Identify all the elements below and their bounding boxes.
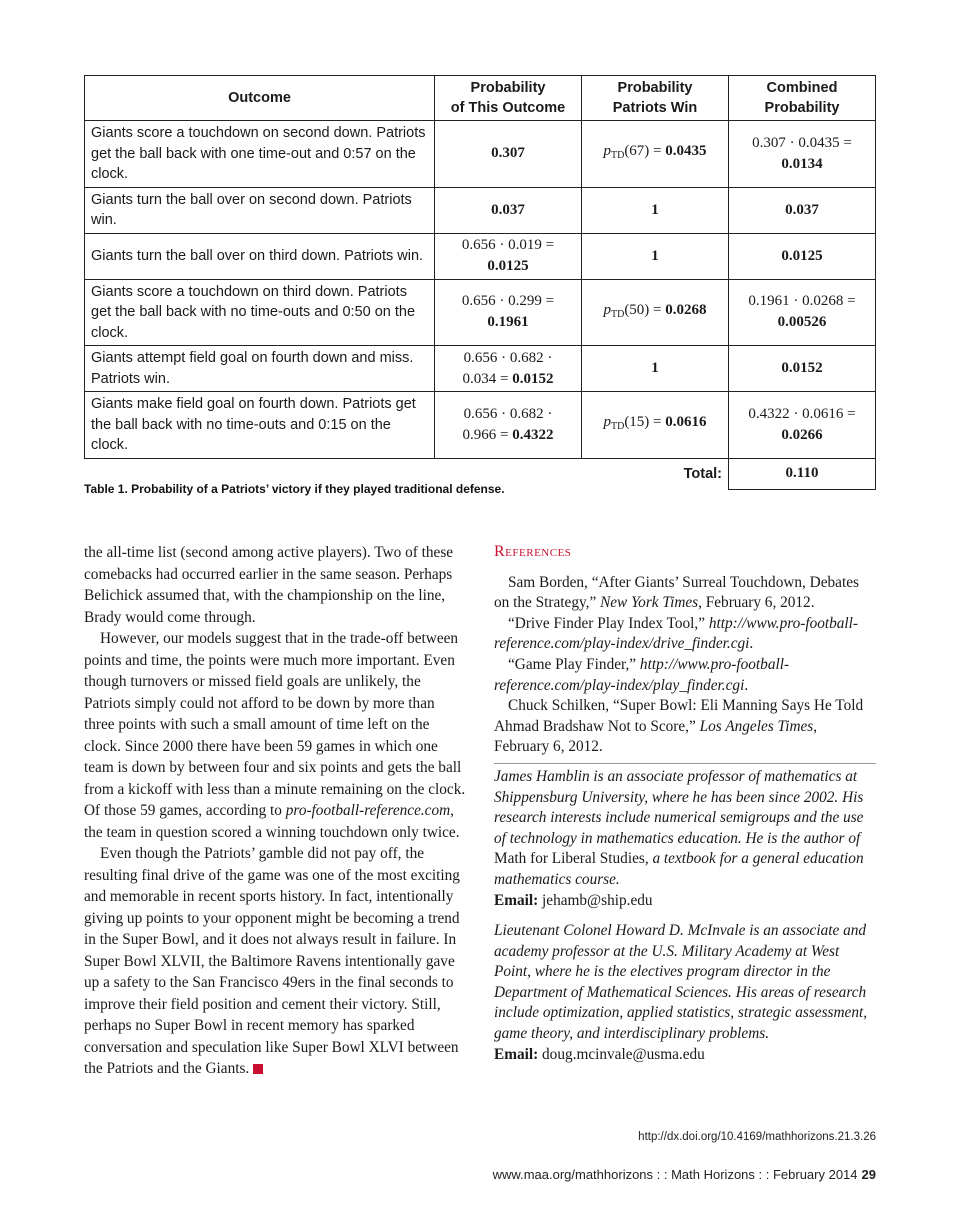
prob-win-cell: 1: [582, 346, 729, 392]
email-line: Email: jehamb@ship.edu: [494, 891, 653, 909]
paragraph: Even though the Patriots’ gamble did not pay off, the resulting final drive of the game was one of the most exciting and memorable in recent sports history. In fact, intentionally giving up points to your opponent might be becoming a trend in the Super Bowl, and it does not always result in failure. In Super Bowl XLVII, the Baltimore Ravens intentionally gave up a safety to the San Francisco 49ers in the final seconds to improve their field position and cement their victory. Still, perhaps no Super Bowl in recent memory has sparked conversation and speculation like Super Bowl XLVI between the Patriots and the Giants.: [84, 845, 460, 1077]
total-label: Total:: [582, 458, 729, 490]
paragraph: the all-time list (second among active players). Two of these comebacks had occurred earlier in the same season. Perhaps Belichick assumed that, with the championship on the line, Brady would come through.: [84, 544, 454, 626]
total-value: 0.110: [729, 458, 876, 490]
prob-outcome-cell: 0.656 · 0.682 · 0.034 = 0.0152: [435, 346, 582, 392]
header-prob-outcome: Probability of This Outcome: [435, 76, 582, 121]
combined-cell: 0.307 · 0.0435 = 0.0134: [729, 121, 876, 188]
reference-item: “Drive Finder Play Index Tool,” http://www.pro-football-reference.com/play-index/drive_finder.cgi.: [494, 614, 859, 653]
page-number: 29: [861, 1167, 876, 1182]
header-prob-win: Probability Patriots Win: [582, 76, 729, 121]
header-combined: Combined Probability: [729, 76, 876, 121]
table-row: [85, 346, 876, 392]
prob-win-cell: 1: [582, 233, 729, 279]
prob-outcome-cell: 0.656 · 0.682 · 0.966 = 0.4322: [435, 392, 582, 459]
references-heading: References: [494, 543, 572, 560]
table-row: [85, 121, 876, 188]
prob-win-cell: $p_{TD}(67) = 0.0435$: [582, 121, 729, 188]
combined-cell: 0.1961 · 0.0268 = 0.00526: [729, 279, 876, 346]
outcome-cell: Giants attempt field goal on fourth down and miss. Patriots win.: [85, 346, 435, 392]
site-name: pro-football-reference.com: [285, 802, 451, 819]
outcome-cell: Giants score a touchdown on third down. Patriots get the ball back with no time-outs and 0:50 on the clock.: [85, 279, 435, 346]
author-bio-hamblin: James Hamblin is an associate professor of mathematics at Shippensburg University, where he has been since 2002. His research interests include numerical semigroups and the use of technology in mathematics education. He is the author of Math for Liberal Studies, a textbook for a general education mathematics course.: [494, 767, 864, 888]
reference-link[interactable]: http://www.pro-football-reference.com/play-index/play_finder.cgi: [494, 655, 790, 694]
table-row: [85, 233, 876, 279]
page-footer: www.maa.org/mathhorizons : : Math Horizons : : February 2014 29: [492, 1167, 876, 1182]
outcome-cell: Giants turn the ball over on third down. Patriots win.: [85, 233, 435, 279]
combined-cell: 0.037: [729, 187, 876, 233]
outcome-cell: Giants turn the ball over on second down. Patriots win.: [85, 187, 435, 233]
prob-win-cell: $p_{TD}(15) = 0.0616$: [582, 392, 729, 459]
prob-outcome-cell: 0.307: [435, 121, 582, 188]
reference-link[interactable]: http://www.pro-football-reference.com/play-index/drive_finder.cgi: [494, 614, 859, 653]
bio-divider: [494, 763, 876, 764]
combined-cell: 0.0125: [729, 233, 876, 279]
paragraph: However, our models suggest that in the trade-off between points and time, the points were much more important. Even though turnovers or missed field goals are unlikely, the Patriots simply could not afford to be down by more than three points with such a small amount of time left on the clock. Since 2000 there have been 59 games in which one team is down by between four and six points and gets the ball from a kickoff with less than a minute remaining on the clock. Of those 59 games, according to pro-football-reference.com, the team in question scored a winning touchdown only twice.: [84, 630, 466, 841]
table-row: [85, 187, 876, 233]
header-outcome: Outcome: [85, 76, 435, 121]
article-right-column: [494, 542, 876, 1065]
table-row: [85, 279, 876, 346]
doi-link[interactable]: http://dx.doi.org/10.4169/mathhorizons.21.3.26: [638, 1131, 876, 1143]
prob-win-cell: 1: [582, 187, 729, 233]
email-link[interactable]: jehamb@ship.edu: [542, 891, 653, 909]
reference-item: Sam Borden, “After Giants’ Surreal Touchdown, Debates on the Strategy,” New York Times, February 6, 2012.: [494, 573, 859, 612]
end-of-article-mark: [253, 1064, 263, 1074]
probability-table: [84, 75, 876, 490]
article-left-column: [84, 542, 468, 1080]
reference-item: Chuck Schilken, “Super Bowl: Eli Manning Says He Told Ahmad Bradshaw Not to Score,” Los Angeles Times, February 6, 2012.: [494, 697, 864, 756]
outcome-cell: Giants score a touchdown on second down. Patriots get the ball back with one time-out and 0:57 on the clock.: [85, 121, 435, 188]
prob-outcome-cell: 0.656 · 0.019 = 0.0125: [435, 233, 582, 279]
table-header-row: [85, 76, 876, 121]
email-line: Email: doug.mcinvale@usma.edu: [494, 1045, 705, 1063]
table-row: [85, 392, 876, 459]
reference-item: “Game Play Finder,” http://www.pro-football-reference.com/play-index/play_finder.cgi.: [494, 655, 790, 694]
prob-outcome-cell: 0.656 · 0.299 = 0.1961: [435, 279, 582, 346]
table-caption: Table 1. Probability of a Patriots’ victory if they played traditional defense.: [84, 482, 505, 496]
prob-win-cell: $p_{TD}(50) = 0.0268$: [582, 279, 729, 346]
author-bio-mcinvale: Lieutenant Colonel Howard D. McInvale is an associate and academy professor at the U.S. Military Academy at West Point, where he is the electives program director in the Department of Mathematical Sciences. His areas of research include optimization, applied statistics, strategic assessment, game theory, and interdisciplinary problems.: [494, 922, 868, 1043]
email-link[interactable]: doug.mcinvale@usma.edu: [542, 1045, 705, 1063]
prob-outcome-cell: 0.037: [435, 187, 582, 233]
combined-cell: 0.0152: [729, 346, 876, 392]
combined-cell: 0.4322 · 0.0616 = 0.0266: [729, 392, 876, 459]
outcome-cell: Giants make field goal on fourth down. Patriots get the ball back with no time-outs and 0:15 on the clock.: [85, 392, 435, 459]
